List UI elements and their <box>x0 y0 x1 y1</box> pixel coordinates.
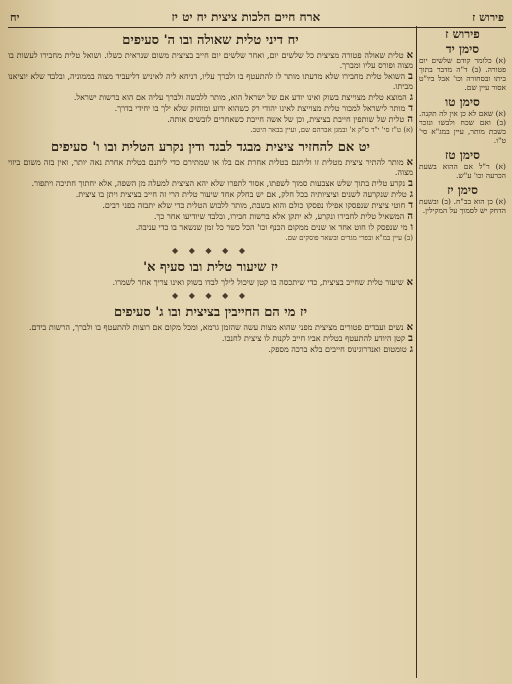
paragraph-text: קטן היודע להתעטף בטלית אביו חייב לקנות לו ציצית לחנכו. <box>221 334 406 343</box>
siman-label: סימן טז <box>445 148 480 162</box>
paragraph <box>8 212 413 222</box>
paragraph-number: ד <box>408 103 413 114</box>
paragraph-number: ג <box>409 344 413 355</box>
paragraph-number: א <box>406 50 413 61</box>
paragraph-number: ג <box>409 189 413 200</box>
paragraph-number: א <box>406 322 413 333</box>
paragraph-text: חוטי ציצית שנפסקו אפילו נפסקו כולם והוא בשבת, מותר ללבוש הטלית כדי שלא יתבזה בפני רבים. <box>102 201 406 210</box>
siman-label: סימן טו <box>445 95 480 109</box>
paragraph-text: טלית שנקרעה לשנים וציציותיה בכל חלק, אם יש בחלק אחד שיעור טלית הרי זה חייב בציצית ויתן בו ציצית. <box>75 190 407 199</box>
siman-label: סימן יד <box>445 42 480 56</box>
commentary-text: (א) כלומר קודם שלשים יום פטורה. (ב) ד"ה מדבר בתוך ביתו ובסחורה וכו' אבל ביו"ט אסור עיין שם. <box>419 56 506 92</box>
paragraph-number: ב <box>408 71 413 82</box>
paragraph <box>8 179 413 189</box>
section-heading: יט אם להחזיר ציצית מבגד לבגד ודין נקרע הטלית ובו ו' סעיפים <box>51 140 370 155</box>
paragraph-text: טלית של שותפין חייבת בציצית, וכן של אשה חייבת כשאחרים לובשים אותה. <box>167 115 405 124</box>
column-rule <box>416 26 417 678</box>
paragraph-text: המוצא טלית מצוייצת בשוק ואינו יודע אם של ישראל הוא, מותר ללבשה ולברך עליה אם הוא ברשות ישראל. <box>73 93 407 102</box>
commentary-text: (א) כן הוא בב"ח. (ב) ובשעת הדחק יש לסמוך על המקילין. <box>419 197 506 215</box>
commentary-column <box>419 28 506 678</box>
paragraph-number: ה <box>407 114 413 125</box>
ornament-divider: ◆ ◆ ◆ ◆ ◆ <box>172 246 249 255</box>
paragraph <box>8 345 413 355</box>
paragraph-text: שיעור טלית שחייב בציצית, כדי שיתכסה בו קטן שיכול לילך לבדו בשוק ואינו צריך אחר לשמרו. <box>112 278 404 287</box>
siman-label: סימן יז <box>447 183 478 197</box>
paragraph-text: השואל טלית מחבירו שלא מדעתו מותר לו להתעטף בו ולברך עליו, דניחא ליה לאיניש דליעביד מצוה בממוניה, ובלבד שלא יוציאנו מביתו. <box>8 72 413 91</box>
main-column <box>8 28 413 678</box>
paragraph <box>8 115 413 125</box>
paragraph-number: א <box>406 277 413 288</box>
paragraph-text: המשאיל טלית לחבירו ונקרע, לא יתקן אלא ברשות חבירו, ובלבד שיודיעו אחר כך. <box>153 212 405 221</box>
footnote: (ב) עיין במ"א ובפרי מגדים ובשאר פוסקים שם. <box>285 234 413 242</box>
paragraph-number: ב <box>408 178 413 189</box>
commentary-text: (א) שאם לא כן אין לה תקנה. (ב) ואם שכח ולבשו ונזכר בשבת מותר, עיין במג"א סי' ט"ו. <box>419 109 506 145</box>
page-header <box>10 8 504 26</box>
paragraph-text: נשים ועבדים פטורים מציצית מפני שהוא מצות עשה שהזמן גרמא, ומכל מקום אם רוצות להתעטף בו ולברך, הרשות בידם. <box>28 323 404 332</box>
paragraph-text: מותר להתיר ציצית מטלית זו וליתנם בטלית אחרת אם בלו או שמתירם כדי ליתנם בטלית אחרת נאה יותר, ואין בזה משום ביזוי מצוה. <box>8 158 413 177</box>
ornament-divider: ◆ ◆ ◆ ◆ ◆ <box>172 291 249 300</box>
paragraph-text: מי שנפסק לו חוט אחד או שנים ממקום הכנף וכו' הכל כשר כל זמן שנשאר בו כדי עניבה. <box>135 223 408 232</box>
section-heading: יז שיעור טלית ובו סעיף א' <box>143 260 278 275</box>
paragraph-text: טומטום ואנדרוגינוס חייבים בלא ברכה מספק. <box>268 345 407 354</box>
paragraph-text: טלית שאולה פטורה מציצית כל שלשים יום, ואחר שלשים יום חייב בציצית משום שנראית כשלו. ושואל טלית מחבירו לעשות בו מצוה ופורס עליו ומברך. <box>8 51 413 70</box>
paragraph <box>8 93 413 103</box>
header-side: פירוש ז <box>472 10 504 24</box>
paragraph <box>8 201 413 211</box>
paragraph-number: ב <box>408 333 413 344</box>
paragraph <box>8 104 413 114</box>
paragraph-number: ד <box>408 200 413 211</box>
paragraph <box>8 190 413 200</box>
paragraph-number: א <box>406 157 413 168</box>
commentary-text: (א) ר"ל אם ההוא בשעת הכרעה וכו' ע"ש. <box>419 162 506 180</box>
folio-number: יח <box>10 10 20 24</box>
paragraph <box>8 323 413 333</box>
paragraph <box>8 334 413 344</box>
running-title: ארח חיים הלכות ציצית יח יט יז <box>171 9 321 24</box>
footnote: (א) ט"ז סי' י"ד ס"ק א' ובמגן אברהם שם, ועיין בבאר היטב. <box>250 126 413 134</box>
paragraph-text: נקרע טלית בתוך שלש אצבעות סמוך לשפתו, אסור לתפרו שלא יהא הציצית למעלה מן השפה, אלא יחתוך חתיכה ויתפור. <box>31 179 406 188</box>
commentary-title: פירוש ז <box>445 28 480 41</box>
paragraph <box>8 72 413 92</box>
paragraph-text: מותר לישראל למכור טלית מצוייצת לאינו יהודי רק כשהוא ידוע ומוחזק שלא ילך בו יחידי בדרך. <box>114 104 406 113</box>
paragraph-number: ג <box>409 92 413 103</box>
paragraph-number: ו <box>410 222 413 233</box>
paragraph <box>8 278 413 288</box>
paragraph <box>8 158 413 178</box>
paragraph-number: ה <box>407 211 413 222</box>
paragraph <box>8 223 413 233</box>
section-heading: יז מי הם החייבין בציצית ובו ג' סעיפים <box>114 305 307 320</box>
paragraph <box>8 51 413 71</box>
section-heading: יח דיני טלית שאולה ובו ה' סעיפים <box>122 33 299 48</box>
